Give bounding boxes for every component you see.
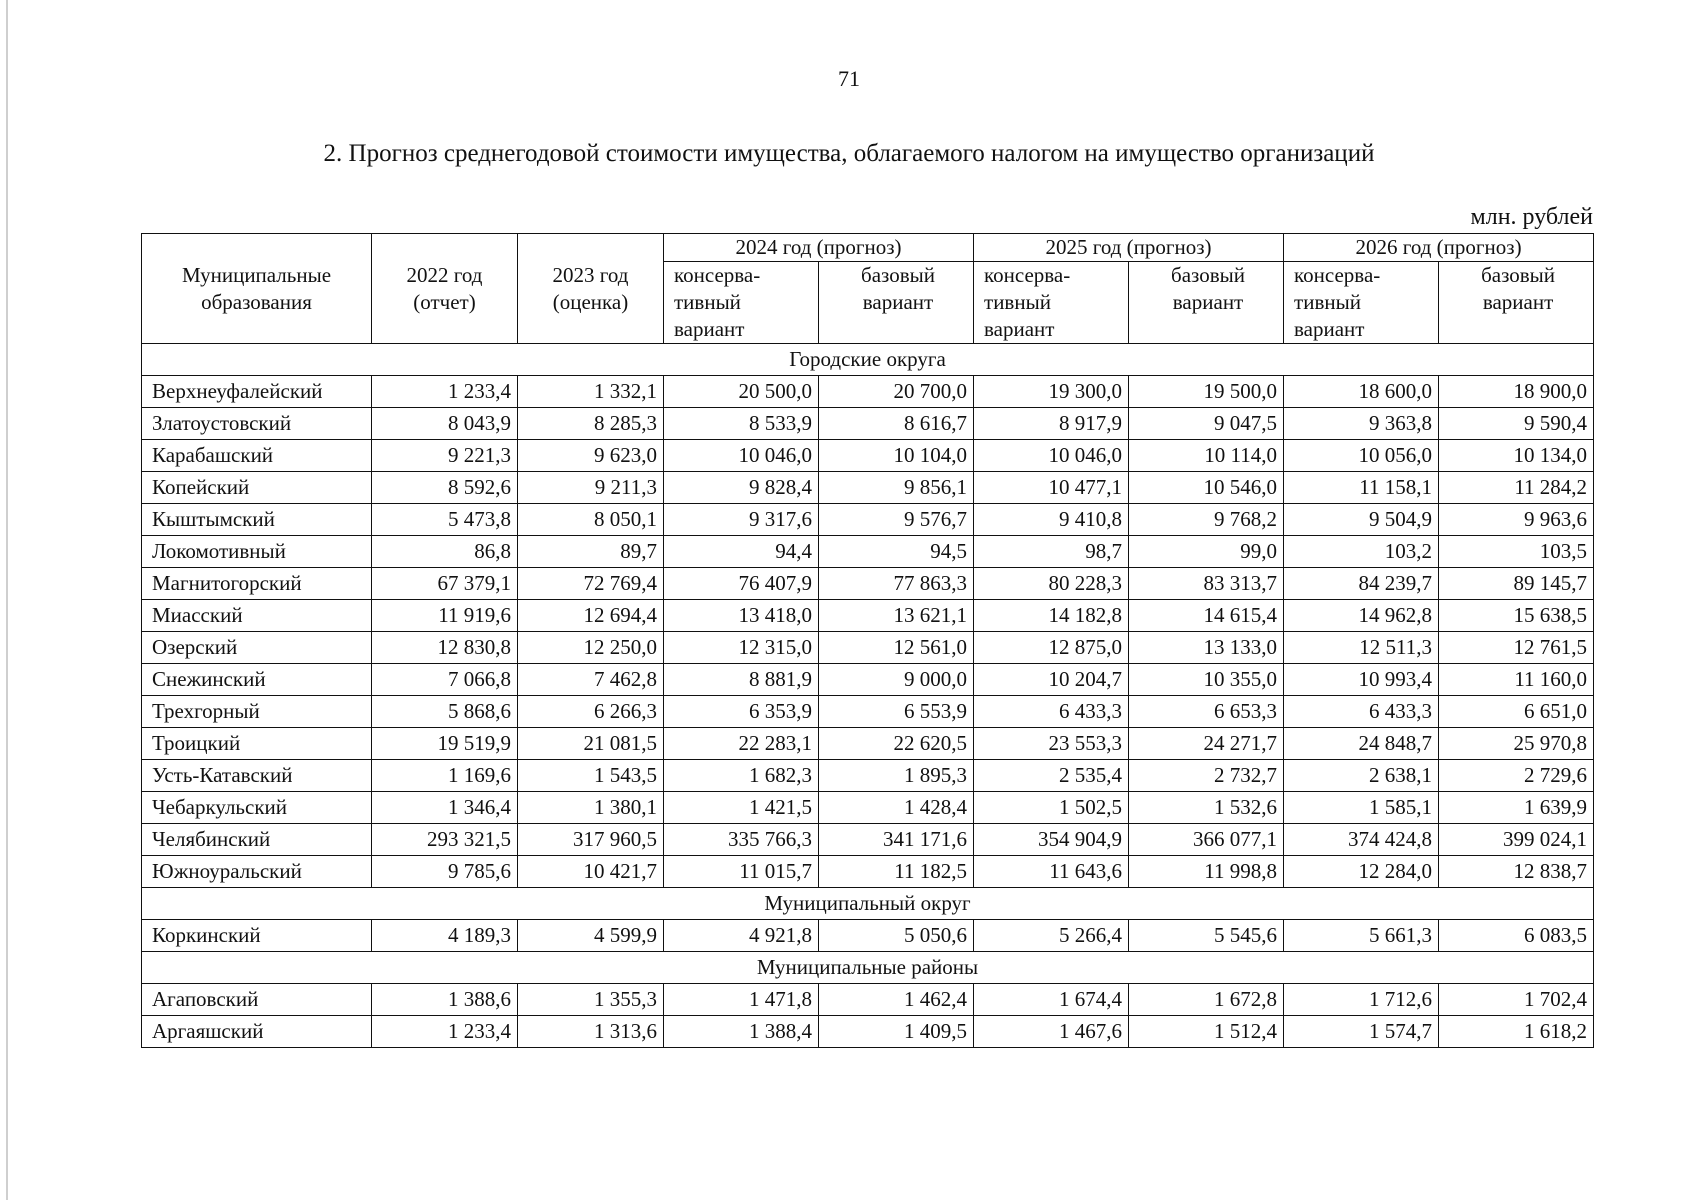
value-cell: 9 504,9 [1284, 504, 1439, 536]
municipality-name: Златоустовский [142, 408, 372, 440]
value-cell: 103,2 [1284, 536, 1439, 568]
value-cell: 9 856,1 [819, 472, 974, 504]
value-cell: 10 355,0 [1129, 664, 1284, 696]
value-cell: 10 993,4 [1284, 664, 1439, 696]
value-cell: 1 421,5 [664, 792, 819, 824]
value-cell: 12 284,0 [1284, 856, 1439, 888]
value-cell: 1 346,4 [372, 792, 518, 824]
value-cell: 1 502,5 [974, 792, 1129, 824]
table-row [142, 728, 1594, 760]
value-cell: 77 863,3 [819, 568, 974, 600]
value-cell: 20 700,0 [819, 376, 974, 408]
value-cell: 5 266,4 [974, 920, 1129, 952]
value-cell: 12 761,5 [1439, 632, 1594, 664]
header-row-years [142, 234, 1594, 262]
value-cell: 1 380,1 [518, 792, 664, 824]
municipality-name: Коркинский [142, 920, 372, 952]
value-cell: 8 285,3 [518, 408, 664, 440]
municipality-name: Агаповский [142, 984, 372, 1016]
value-cell: 5 473,8 [372, 504, 518, 536]
value-cell: 22 283,1 [664, 728, 819, 760]
value-cell: 9 590,4 [1439, 408, 1594, 440]
section-title: Городские округа [142, 344, 1594, 376]
value-cell: 1 639,9 [1439, 792, 1594, 824]
value-cell: 1 467,6 [974, 1016, 1129, 1048]
value-cell: 11 160,0 [1439, 664, 1594, 696]
header-2026-base: базовый вариант [1439, 262, 1594, 344]
value-cell: 9 410,8 [974, 504, 1129, 536]
table-row [142, 440, 1594, 472]
value-cell: 84 239,7 [1284, 568, 1439, 600]
section-title: Муниципальный округ [142, 888, 1594, 920]
value-cell: 12 875,0 [974, 632, 1129, 664]
value-cell: 9 576,7 [819, 504, 974, 536]
value-cell: 9 623,0 [518, 440, 664, 472]
value-cell: 1 702,4 [1439, 984, 1594, 1016]
table-row [142, 376, 1594, 408]
header-year-2026: 2026 год (прогноз) [1284, 234, 1594, 262]
value-cell: 1 674,4 [974, 984, 1129, 1016]
value-cell: 99,0 [1129, 536, 1284, 568]
value-cell: 25 970,8 [1439, 728, 1594, 760]
municipality-name: Карабашский [142, 440, 372, 472]
value-cell: 94,5 [819, 536, 974, 568]
value-cell: 11 643,6 [974, 856, 1129, 888]
value-cell: 10 046,0 [664, 440, 819, 472]
table-row [142, 568, 1594, 600]
value-cell: 12 838,7 [1439, 856, 1594, 888]
header-2026-conservative: консерва-тивный вариант [1284, 262, 1439, 344]
value-cell: 10 421,7 [518, 856, 664, 888]
value-cell: 15 638,5 [1439, 600, 1594, 632]
value-cell: 1 895,3 [819, 760, 974, 792]
value-cell: 1 313,6 [518, 1016, 664, 1048]
table-header [142, 234, 1594, 344]
header-municipality: Муниципальные образования [142, 234, 372, 344]
table-row [142, 760, 1594, 792]
value-cell: 1 672,8 [1129, 984, 1284, 1016]
value-cell: 11 015,7 [664, 856, 819, 888]
section-title: Муниципальные районы [142, 952, 1594, 984]
unit-label: млн. рублей [1470, 204, 1593, 230]
value-cell: 89,7 [518, 536, 664, 568]
value-cell: 9 768,2 [1129, 504, 1284, 536]
value-cell: 6 553,9 [819, 696, 974, 728]
value-cell: 9 047,5 [1129, 408, 1284, 440]
table-body [142, 344, 1594, 1048]
value-cell: 1 409,5 [819, 1016, 974, 1048]
value-cell: 9 211,3 [518, 472, 664, 504]
value-cell: 1 233,4 [372, 376, 518, 408]
value-cell: 9 785,6 [372, 856, 518, 888]
value-cell: 24 848,7 [1284, 728, 1439, 760]
table-row [142, 664, 1594, 696]
table-row [142, 920, 1594, 952]
value-cell: 8 043,9 [372, 408, 518, 440]
header-2022: 2022 год (отчет) [372, 234, 518, 344]
page-edge [6, 0, 8, 1200]
value-cell: 1 169,6 [372, 760, 518, 792]
value-cell: 2 535,4 [974, 760, 1129, 792]
value-cell: 1 428,4 [819, 792, 974, 824]
municipality-name: Кыштымский [142, 504, 372, 536]
municipality-name: Троицкий [142, 728, 372, 760]
value-cell: 9 963,6 [1439, 504, 1594, 536]
value-cell: 8 616,7 [819, 408, 974, 440]
value-cell: 1 471,8 [664, 984, 819, 1016]
value-cell: 317 960,5 [518, 824, 664, 856]
value-cell: 11 998,8 [1129, 856, 1284, 888]
header-2025-conservative: консерва-тивный вариант [974, 262, 1129, 344]
value-cell: 1 682,3 [664, 760, 819, 792]
value-cell: 9 000,0 [819, 664, 974, 696]
value-cell: 8 592,6 [372, 472, 518, 504]
value-cell: 399 024,1 [1439, 824, 1594, 856]
value-cell: 4 599,9 [518, 920, 664, 952]
table-row [142, 600, 1594, 632]
value-cell: 8 050,1 [518, 504, 664, 536]
value-cell: 1 543,5 [518, 760, 664, 792]
value-cell: 1 712,6 [1284, 984, 1439, 1016]
table-row [142, 792, 1594, 824]
municipality-name: Челябинский [142, 824, 372, 856]
value-cell: 19 519,9 [372, 728, 518, 760]
value-cell: 86,8 [372, 536, 518, 568]
value-cell: 11 919,6 [372, 600, 518, 632]
value-cell: 14 615,4 [1129, 600, 1284, 632]
value-cell: 2 729,6 [1439, 760, 1594, 792]
municipality-name: Аргаяшский [142, 1016, 372, 1048]
header-2025-base: базовый вариант [1129, 262, 1284, 344]
table-row [142, 472, 1594, 504]
value-cell: 2 638,1 [1284, 760, 1439, 792]
table-row [142, 824, 1594, 856]
value-cell: 94,4 [664, 536, 819, 568]
value-cell: 9 317,6 [664, 504, 819, 536]
municipality-name: Миасский [142, 600, 372, 632]
value-cell: 76 407,9 [664, 568, 819, 600]
value-cell: 9 363,8 [1284, 408, 1439, 440]
value-cell: 1 388,4 [664, 1016, 819, 1048]
value-cell: 10 546,0 [1129, 472, 1284, 504]
value-cell: 11 158,1 [1284, 472, 1439, 504]
value-cell: 1 233,4 [372, 1016, 518, 1048]
value-cell: 5 050,6 [819, 920, 974, 952]
value-cell: 1 462,4 [819, 984, 974, 1016]
municipality-name: Трехгорный [142, 696, 372, 728]
value-cell: 12 250,0 [518, 632, 664, 664]
value-cell: 67 379,1 [372, 568, 518, 600]
value-cell: 5 868,6 [372, 696, 518, 728]
header-year-2025: 2025 год (прогноз) [974, 234, 1284, 262]
value-cell: 6 266,3 [518, 696, 664, 728]
value-cell: 7 462,8 [518, 664, 664, 696]
section-row [142, 888, 1594, 920]
value-cell: 83 313,7 [1129, 568, 1284, 600]
value-cell: 23 553,3 [974, 728, 1129, 760]
header-2024-base: базовый вариант [819, 262, 974, 344]
table-row [142, 1016, 1594, 1048]
value-cell: 14 182,8 [974, 600, 1129, 632]
value-cell: 12 830,8 [372, 632, 518, 664]
value-cell: 12 511,3 [1284, 632, 1439, 664]
municipality-name: Верхнеуфалейский [142, 376, 372, 408]
value-cell: 1 388,6 [372, 984, 518, 1016]
value-cell: 1 574,7 [1284, 1016, 1439, 1048]
page-number: 71 [838, 66, 860, 91]
value-cell: 10 104,0 [819, 440, 974, 472]
section-row [142, 952, 1594, 984]
value-cell: 5 545,6 [1129, 920, 1284, 952]
table-row [142, 984, 1594, 1016]
value-cell: 10 046,0 [974, 440, 1129, 472]
value-cell: 1 332,1 [518, 376, 664, 408]
header-2023: 2023 год (оценка) [518, 234, 664, 344]
value-cell: 10 204,7 [974, 664, 1129, 696]
value-cell: 366 077,1 [1129, 824, 1284, 856]
value-cell: 1 532,6 [1129, 792, 1284, 824]
municipality-name: Усть-Катавский [142, 760, 372, 792]
municipality-name: Снежинский [142, 664, 372, 696]
value-cell: 10 134,0 [1439, 440, 1594, 472]
municipality-name: Копейский [142, 472, 372, 504]
value-cell: 21 081,5 [518, 728, 664, 760]
value-cell: 6 433,3 [1284, 696, 1439, 728]
value-cell: 20 500,0 [664, 376, 819, 408]
header-2024-conservative: консерва-тивный вариант [664, 262, 819, 344]
value-cell: 22 620,5 [819, 728, 974, 760]
value-cell: 14 962,8 [1284, 600, 1439, 632]
value-cell: 24 271,7 [1129, 728, 1284, 760]
value-cell: 6 083,5 [1439, 920, 1594, 952]
table-row [142, 696, 1594, 728]
value-cell: 335 766,3 [664, 824, 819, 856]
header-year-2024: 2024 год (прогноз) [664, 234, 974, 262]
value-cell: 12 694,4 [518, 600, 664, 632]
value-cell: 89 145,7 [1439, 568, 1594, 600]
value-cell: 10 477,1 [974, 472, 1129, 504]
value-cell: 80 228,3 [974, 568, 1129, 600]
value-cell: 98,7 [974, 536, 1129, 568]
value-cell: 10 114,0 [1129, 440, 1284, 472]
value-cell: 374 424,8 [1284, 824, 1439, 856]
section-row [142, 344, 1594, 376]
value-cell: 1 512,4 [1129, 1016, 1284, 1048]
forecast-table [141, 233, 1594, 1048]
value-cell: 13 418,0 [664, 600, 819, 632]
municipality-name: Магнитогорский [142, 568, 372, 600]
table-row [142, 632, 1594, 664]
value-cell: 341 171,6 [819, 824, 974, 856]
value-cell: 11 284,2 [1439, 472, 1594, 504]
value-cell: 11 182,5 [819, 856, 974, 888]
table-row [142, 536, 1594, 568]
value-cell: 293 321,5 [372, 824, 518, 856]
value-cell: 72 769,4 [518, 568, 664, 600]
value-cell: 12 315,0 [664, 632, 819, 664]
municipality-name: Чебаркульский [142, 792, 372, 824]
value-cell: 13 133,0 [1129, 632, 1284, 664]
value-cell: 4 189,3 [372, 920, 518, 952]
value-cell: 1 618,2 [1439, 1016, 1594, 1048]
table-row [142, 504, 1594, 536]
value-cell: 1 585,1 [1284, 792, 1439, 824]
table-row [142, 856, 1594, 888]
value-cell: 13 621,1 [819, 600, 974, 632]
value-cell: 6 433,3 [974, 696, 1129, 728]
value-cell: 12 561,0 [819, 632, 974, 664]
table-row [142, 408, 1594, 440]
value-cell: 18 600,0 [1284, 376, 1439, 408]
value-cell: 6 353,9 [664, 696, 819, 728]
value-cell: 6 653,3 [1129, 696, 1284, 728]
value-cell: 6 651,0 [1439, 696, 1594, 728]
value-cell: 5 661,3 [1284, 920, 1439, 952]
value-cell: 8 533,9 [664, 408, 819, 440]
value-cell: 4 921,8 [664, 920, 819, 952]
value-cell: 18 900,0 [1439, 376, 1594, 408]
value-cell: 2 732,7 [1129, 760, 1284, 792]
value-cell: 7 066,8 [372, 664, 518, 696]
value-cell: 8 881,9 [664, 664, 819, 696]
value-cell: 10 056,0 [1284, 440, 1439, 472]
municipality-name: Локомотивный [142, 536, 372, 568]
value-cell: 19 300,0 [974, 376, 1129, 408]
value-cell: 8 917,9 [974, 408, 1129, 440]
value-cell: 9 221,3 [372, 440, 518, 472]
value-cell: 19 500,0 [1129, 376, 1284, 408]
value-cell: 9 828,4 [664, 472, 819, 504]
municipality-name: Озерский [142, 632, 372, 664]
value-cell: 103,5 [1439, 536, 1594, 568]
municipality-name: Южноуральский [142, 856, 372, 888]
value-cell: 354 904,9 [974, 824, 1129, 856]
value-cell: 1 355,3 [518, 984, 664, 1016]
document-title: 2. Прогноз среднегодовой стоимости имущества, облагаемого налогом на имущество организаций [323, 140, 1375, 167]
